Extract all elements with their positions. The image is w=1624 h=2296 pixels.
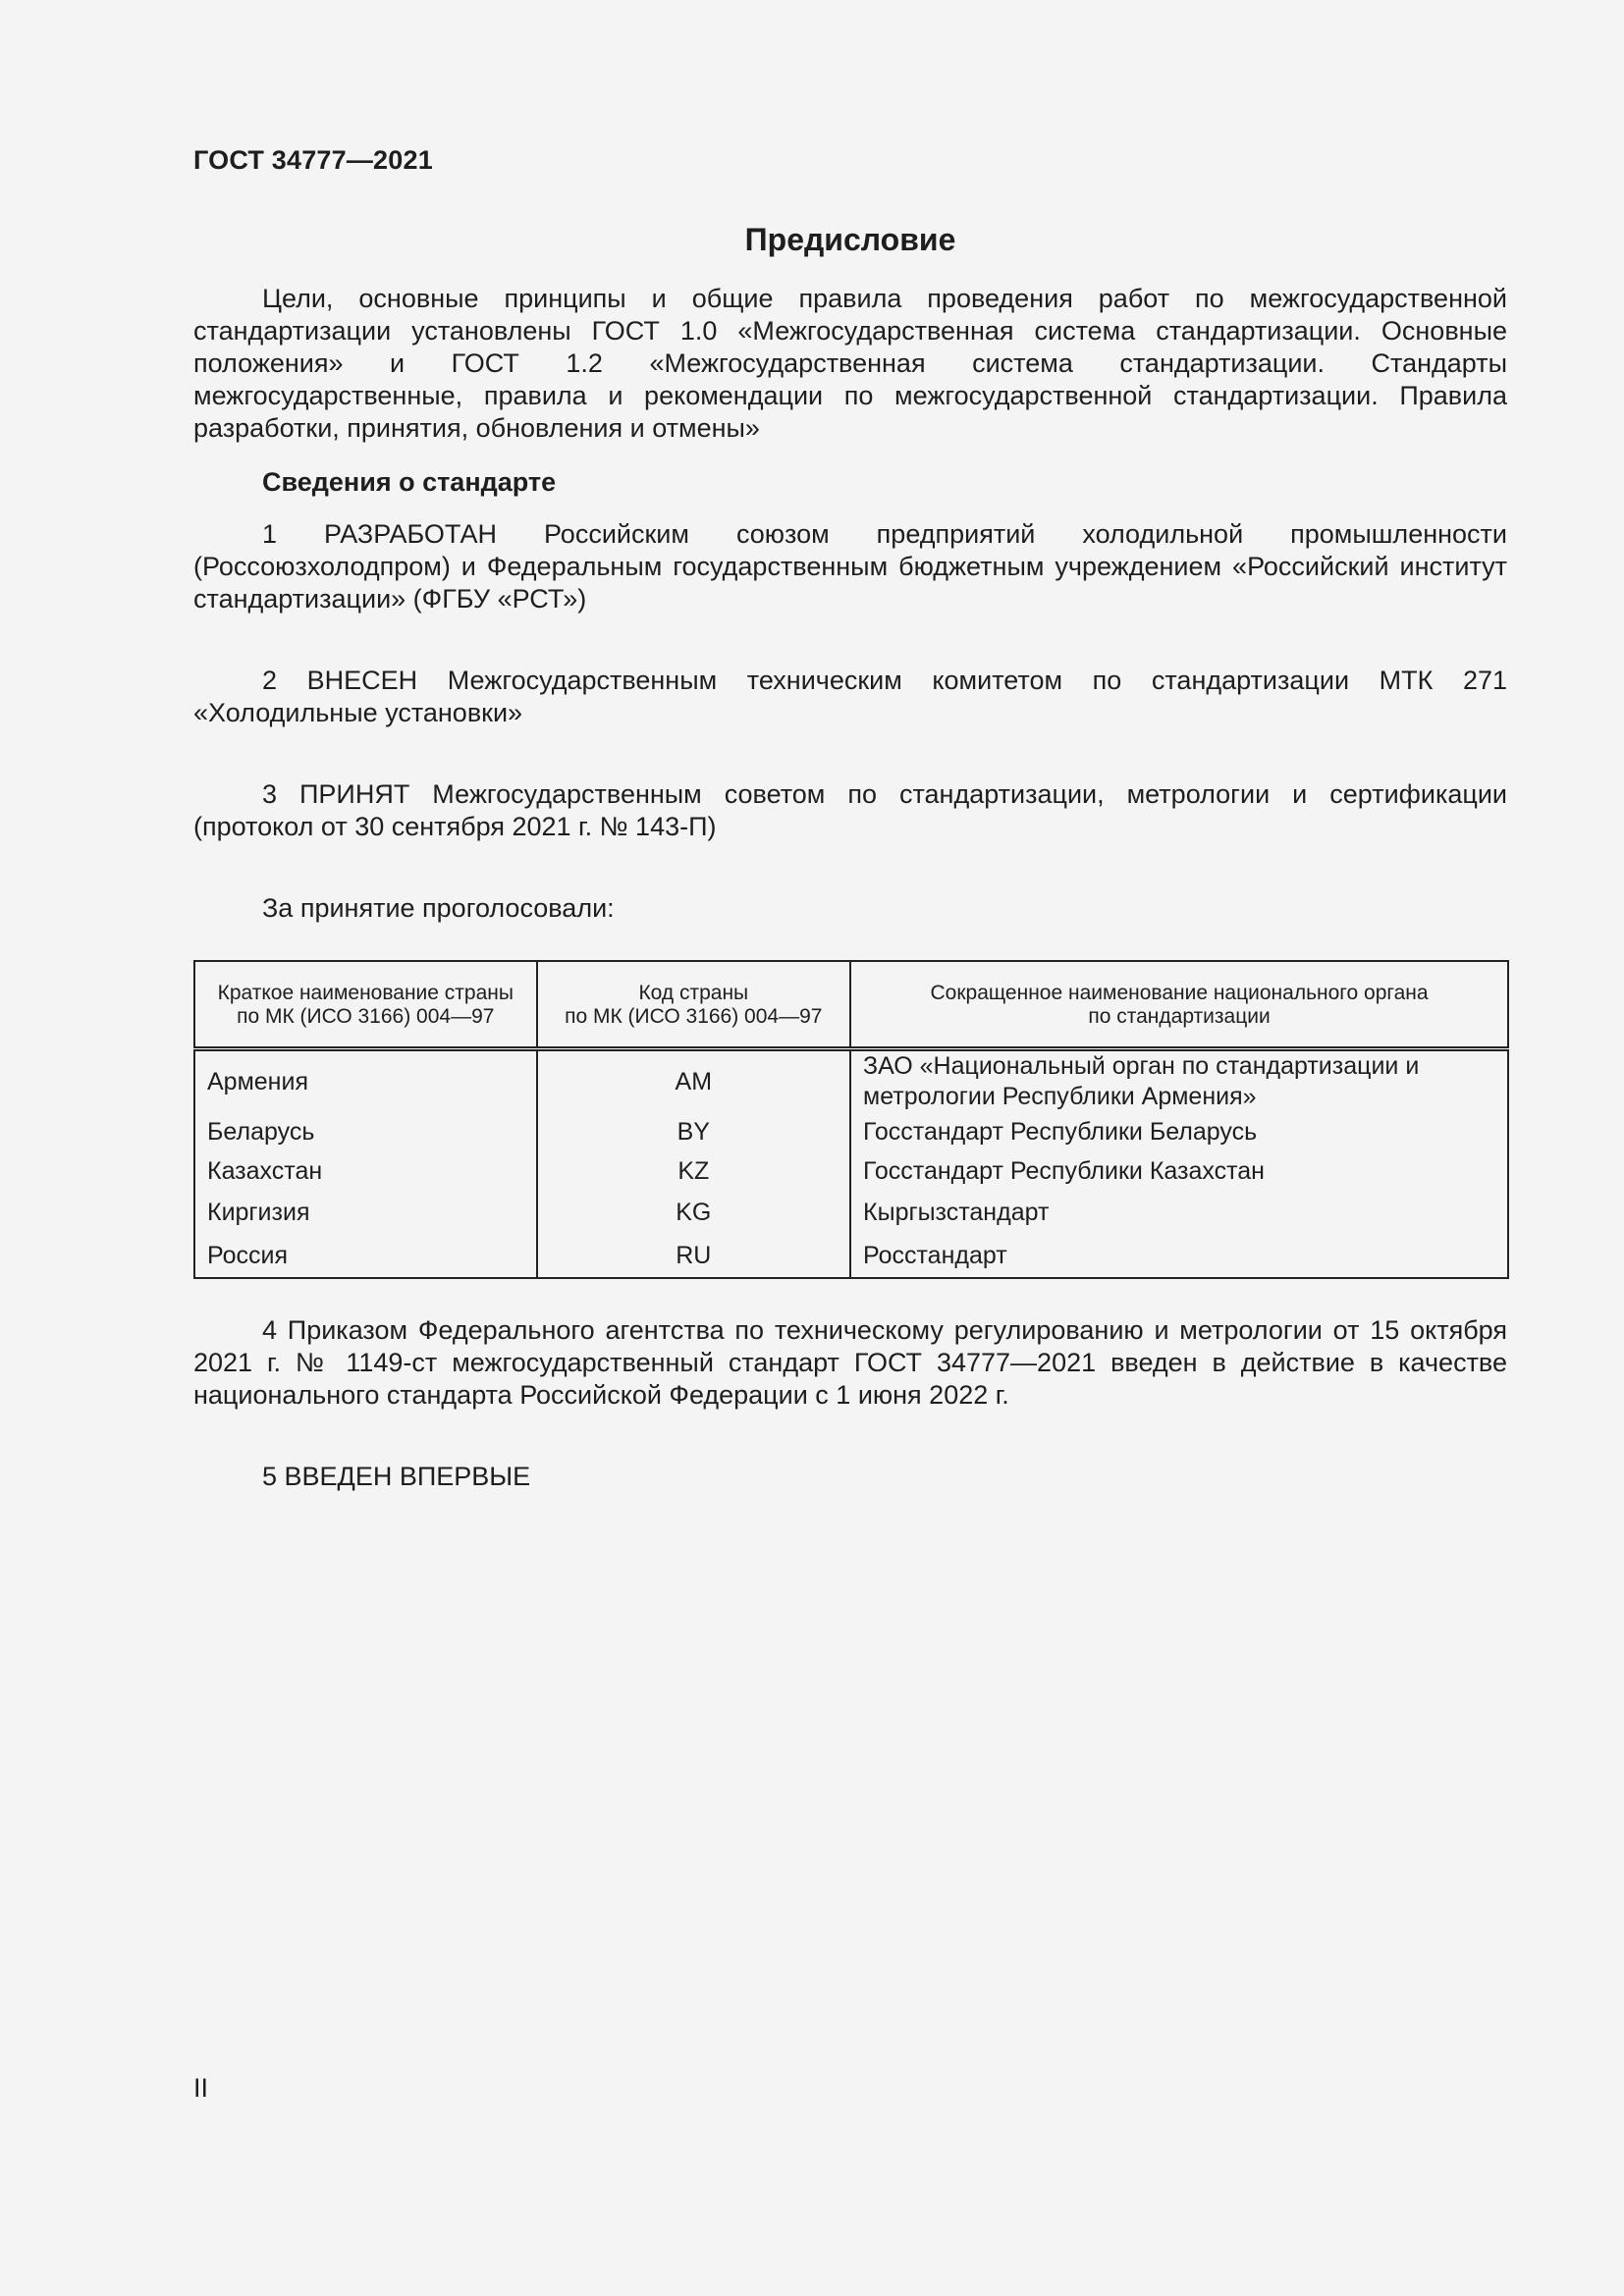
item-1-paragraph: 1 РАЗРАБОТАН Российским союзом предприятий холодильной промышленности (Россоюзхолодпром) и Федеральным государственным бюджетным учреждением «Российский институт стандартизации» (ФГБУ «РСТ») [193, 519, 1507, 614]
cell-standards-body: Госстандарт Республики Казахстан [850, 1151, 1508, 1191]
table-row [194, 1151, 1508, 1191]
item-4-paragraph: 4 Приказом Федерального агентства по техническому регулированию и метрологии от 15 октября 2021 г. № 1149-ст межгосударственный стандарт ГОСТ 34777—2021 введен в действие в качестве национального стандарта Российской Федерации с 1 июня 2022 г. [193, 1315, 1507, 1410]
intro-paragraph: Цели, основные принципы и общие правила проведения работ по межгосударственной стандартизации установлены ГОСТ 1.0 «Межгосударственная система стандартизации. Основные положения» и ГОСТ 1.2 «Межгосударственная система стандартизации. Стандарты межгосударственные, правила и рекомендации по межгосударственной стандартизации. Правила разработки, принятия, обновления и отмены» [193, 284, 1507, 443]
table-row [194, 1112, 1508, 1151]
page-number: II [193, 2073, 209, 2103]
voting-countries-table [193, 960, 1509, 1279]
item-5-paragraph: 5 ВВЕДЕН ВПЕРВЫЕ [262, 1462, 531, 1491]
cell-standards-body: Госстандарт Республики Беларусь [850, 1112, 1508, 1151]
section-subheading: Сведения о стандарте [262, 467, 557, 497]
cell-code: BY [537, 1112, 850, 1151]
cell-code: RU [537, 1234, 850, 1278]
item-3-paragraph: 3 ПРИНЯТ Межгосударственным советом по стандартизации, метрологии и сертификации (протокол от 30 сентября 2021 г. № 143-П) [193, 779, 1507, 841]
cell-standards-body: Кыргызстандарт [850, 1191, 1508, 1234]
cell-country: Армения [194, 1049, 537, 1113]
voted-label: За принятие проголосовали: [262, 893, 615, 923]
document-body [193, 283, 1507, 1493]
cell-standards-body: ЗАО «Национальный орган по стандартизации и метрологии Республики Армения» [850, 1049, 1508, 1113]
table-wrapper [193, 960, 1507, 1279]
header-country-code: Код страны по МК (ИСО 3166) 004—97 [537, 961, 850, 1049]
cell-country: Казахстан [194, 1151, 537, 1191]
document-code: ГОСТ 34777—2021 [193, 145, 433, 175]
cell-code: KZ [537, 1151, 850, 1191]
cell-code: KG [537, 1191, 850, 1234]
cell-code: AM [537, 1049, 850, 1113]
table-row [194, 1049, 1508, 1113]
item-2-paragraph: 2 ВНЕСЕН Межгосударственным техническим комитетом по стандартизации МТК 271 «Холодильные установки» [193, 666, 1507, 727]
cell-country: Россия [194, 1234, 537, 1278]
table-row [194, 1234, 1508, 1278]
page-title: Предисловие [744, 222, 956, 257]
cell-standards-body: Росстандарт [850, 1234, 1508, 1278]
table-row [194, 1191, 1508, 1234]
header-country-name: Краткое наименование страны по МК (ИСО 3166) 004—97 [194, 961, 537, 1049]
table-header-row [194, 961, 1508, 1049]
header-standards-body: Сокращенное наименование национального органа по стандартизации [850, 961, 1508, 1049]
cell-country: Киргизия [194, 1191, 537, 1234]
document-page [193, 0, 1507, 2296]
cell-country: Беларусь [194, 1112, 537, 1151]
